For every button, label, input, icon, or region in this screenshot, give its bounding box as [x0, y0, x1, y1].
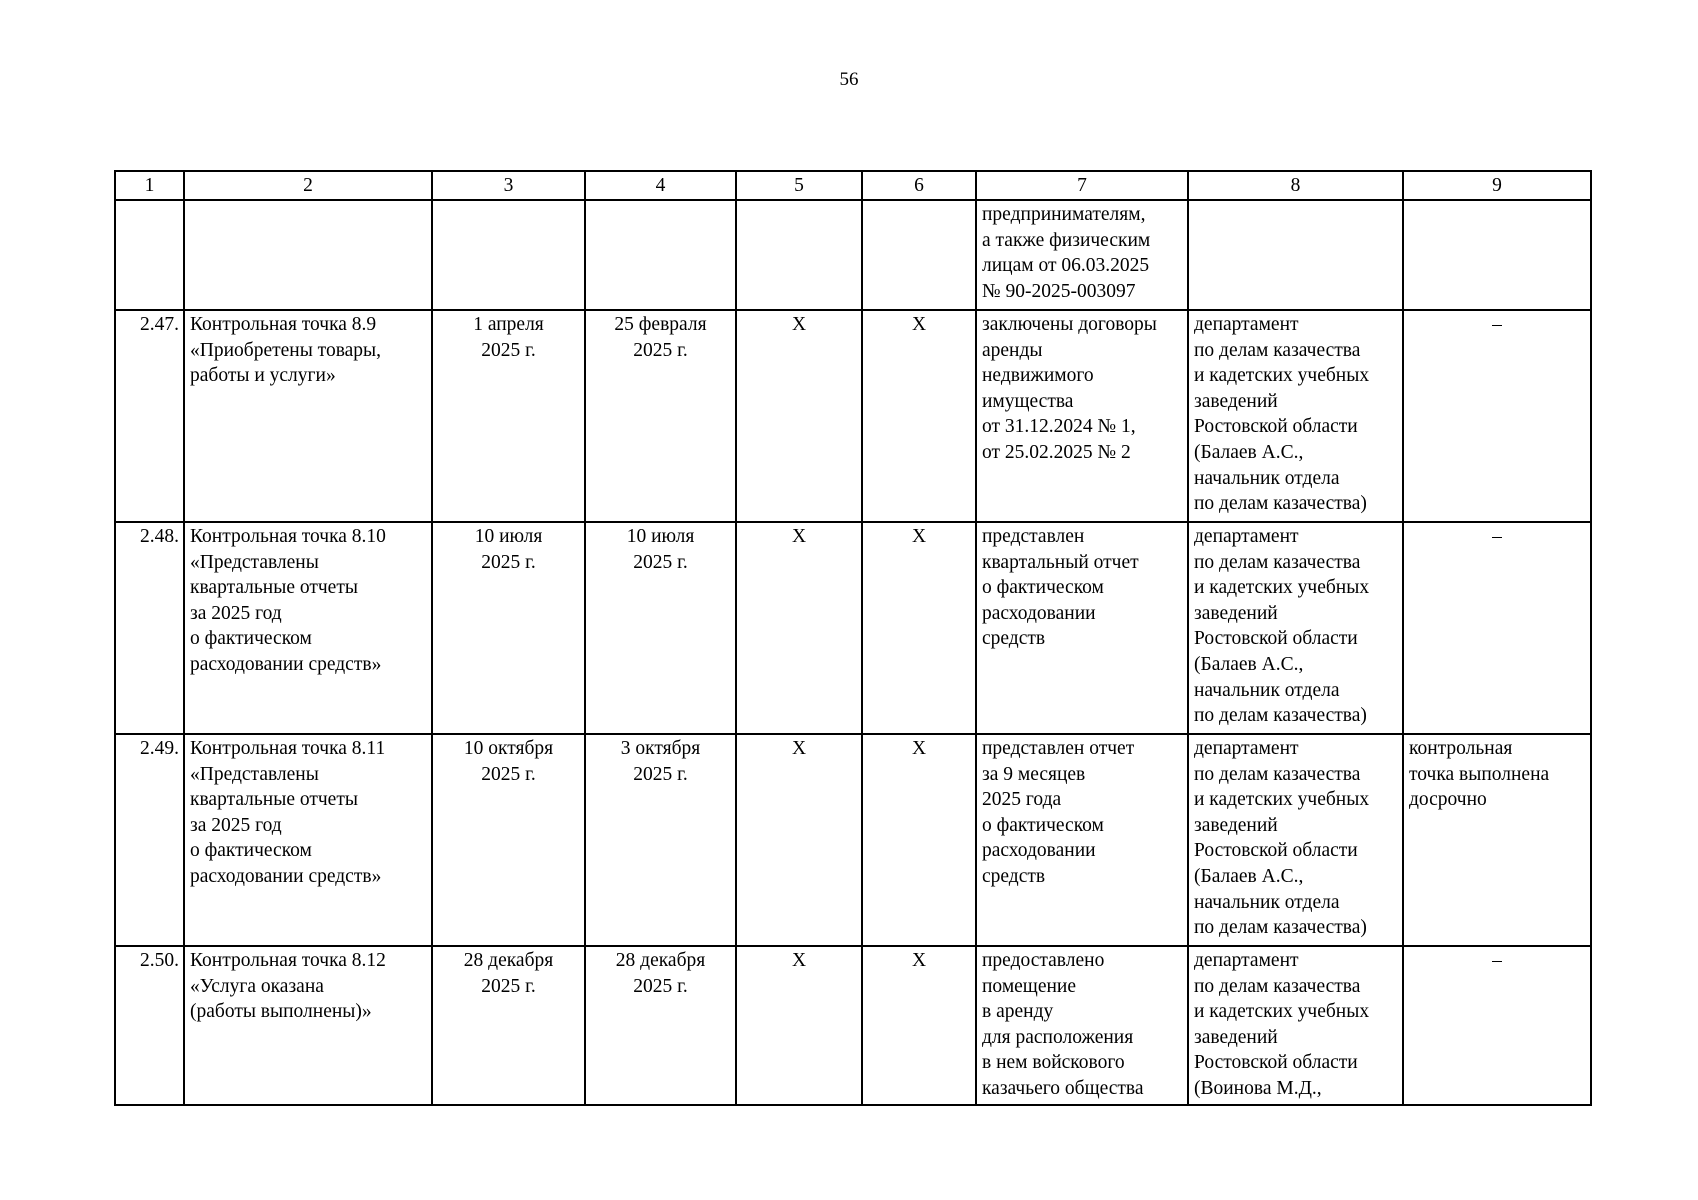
table-row	[115, 734, 1591, 946]
column-5-value: X	[736, 522, 862, 734]
result-cell: предпринимателям, а также физическим лицам от 06.03.2025 № 90-2025-003097	[976, 200, 1188, 310]
column-header: 2	[184, 171, 432, 200]
row-number: 2.47.	[115, 310, 184, 522]
table-cell	[432, 200, 585, 310]
plan-date: 28 декабря 2025 г.	[432, 946, 585, 1105]
column-5-value: X	[736, 946, 862, 1105]
table-cell	[862, 200, 976, 310]
column-header: 5	[736, 171, 862, 200]
table-row	[115, 522, 1591, 734]
fact-date: 25 февраля 2025 г.	[585, 310, 736, 522]
control-point-name: Контрольная точка 8.9 «Приобретены товары, работы и услуги»	[184, 310, 432, 522]
responsible-cell: департамент по делам казачества и кадетских учебных заведений Ростовской области (Балаев А.С., начальник отдела по делам казачества)	[1188, 734, 1403, 946]
column-header: 1	[115, 171, 184, 200]
column-header: 7	[976, 171, 1188, 200]
result-cell: представлен квартальный отчет о фактическом расходовании средств	[976, 522, 1188, 734]
column-6-value: X	[862, 734, 976, 946]
note-cell: контрольная точка выполнена досрочно	[1403, 734, 1591, 946]
fact-date: 28 декабря 2025 г.	[585, 946, 736, 1105]
table-cell	[1188, 200, 1403, 310]
responsible-cell: департамент по делам казачества и кадетских учебных заведений Ростовской области (Балаев А.С., начальник отдела по делам казачества)	[1188, 310, 1403, 522]
table-row-continuation	[115, 200, 1591, 310]
column-5-value: X	[736, 310, 862, 522]
page-number: 56	[839, 69, 859, 90]
column-header: 4	[585, 171, 736, 200]
column-5-value: X	[736, 734, 862, 946]
fact-date: 10 июля 2025 г.	[585, 522, 736, 734]
table-header-row	[115, 171, 1591, 200]
row-number: 2.49.	[115, 734, 184, 946]
note-cell: –	[1403, 522, 1591, 734]
responsible-cell: департамент по делам казачества и кадетских учебных заведений Ростовской области (Балаев А.С., начальник отдела по делам казачества)	[1188, 522, 1403, 734]
table-cell	[1403, 200, 1591, 310]
table-cell	[736, 200, 862, 310]
control-point-name: Контрольная точка 8.12 «Услуга оказана (работы выполнены)»	[184, 946, 432, 1105]
responsible-cell: департамент по делам казачества и кадетских учебных заведений Ростовской области (Воинова М.Д.,	[1188, 946, 1403, 1105]
control-point-name: Контрольная точка 8.10 «Представлены квартальные отчеты за 2025 год о фактическом расходовании средств»	[184, 522, 432, 734]
column-header: 8	[1188, 171, 1403, 200]
table-row	[115, 946, 1591, 1105]
column-header: 3	[432, 171, 585, 200]
table-cell	[585, 200, 736, 310]
control-point-name: Контрольная точка 8.11 «Представлены квартальные отчеты за 2025 год о фактическом расходовании средств»	[184, 734, 432, 946]
plan-date: 10 июля 2025 г.	[432, 522, 585, 734]
row-number: 2.48.	[115, 522, 184, 734]
control-points-table	[114, 170, 1592, 1106]
column-6-value: X	[862, 310, 976, 522]
column-6-value: X	[862, 946, 976, 1105]
row-number: 2.50.	[115, 946, 184, 1105]
plan-date: 10 октября 2025 г.	[432, 734, 585, 946]
column-header: 6	[862, 171, 976, 200]
column-header: 9	[1403, 171, 1591, 200]
result-cell: представлен отчет за 9 месяцев 2025 года о фактическом расходовании средств	[976, 734, 1188, 946]
result-cell: заключены договоры аренды недвижимого имущества от 31.12.2024 № 1, от 25.02.2025 № 2	[976, 310, 1188, 522]
table-cell	[184, 200, 432, 310]
note-cell: –	[1403, 946, 1591, 1105]
table-row	[115, 310, 1591, 522]
fact-date: 3 октября 2025 г.	[585, 734, 736, 946]
plan-date: 1 апреля 2025 г.	[432, 310, 585, 522]
column-6-value: X	[862, 522, 976, 734]
note-cell: –	[1403, 310, 1591, 522]
result-cell: предоставлено помещение в аренду для расположения в нем войскового казачьего общества	[976, 946, 1188, 1105]
table-cell	[115, 200, 184, 310]
